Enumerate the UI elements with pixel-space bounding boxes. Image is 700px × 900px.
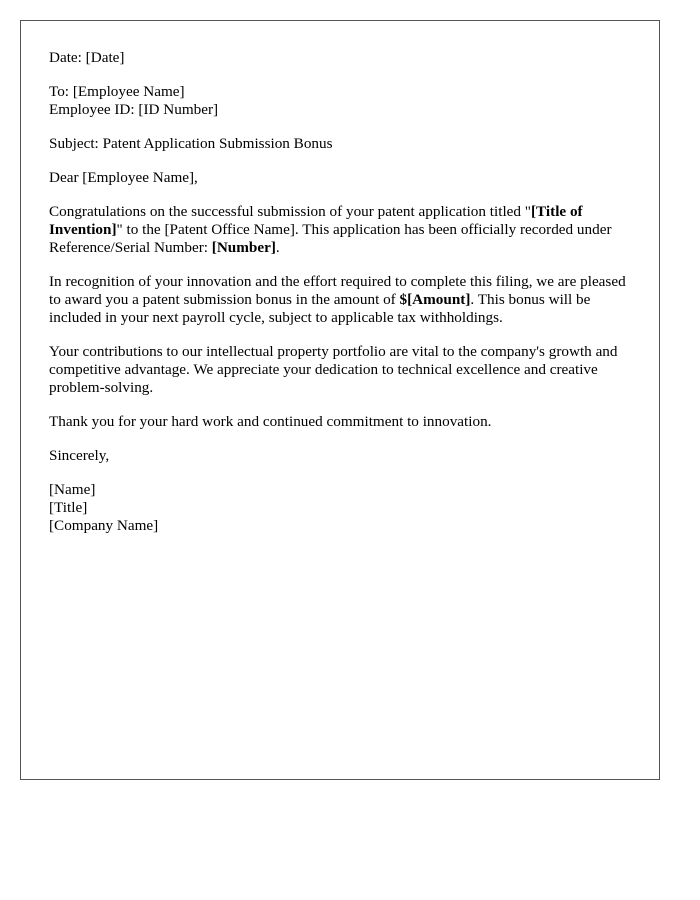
- recipient-name-line: To: [Employee Name]: [49, 83, 185, 100]
- p2-text-2: . This bonus will be included in your next payroll cycle, subject to applicable tax withholdings.: [49, 291, 591, 326]
- employee-id-line: Employee ID: [ID Number]: [49, 101, 219, 118]
- closing-block: [49, 447, 631, 465]
- subject-block: [49, 135, 631, 153]
- p2-text-1: In recognition of your innovation and the effort required to complete this filing, we are pleased to award you a patent submission bonus in the amount of: [49, 273, 626, 308]
- paragraph-thanks: Thank you for your hard work and continued commitment to innovation.: [49, 413, 492, 430]
- p1-text-1: Congratulations on the successful submission of your patent application titled ": [49, 203, 531, 220]
- recipient-block: [49, 83, 631, 119]
- signature-name: [Name]: [49, 481, 96, 498]
- salutation-block: [49, 169, 631, 187]
- signature-block: [49, 481, 631, 535]
- subject-line: Subject: Patent Application Submission Bonus: [49, 135, 333, 152]
- signature-title: [Title]: [49, 499, 88, 516]
- date-line: Date: [Date]: [49, 49, 125, 66]
- paragraph-congratulations: [49, 203, 631, 257]
- p1-text-3: .: [275, 239, 280, 256]
- bonus-amount-placeholder: $[Amount]: [399, 291, 471, 308]
- letter-page: [20, 20, 660, 780]
- salutation: Dear [Employee Name],: [49, 169, 198, 186]
- closing: Sincerely,: [49, 447, 110, 464]
- p1-text-2: " to the [Patent Office Name]. This application has been officially recorded under Reference/Serial Number:: [49, 221, 612, 256]
- paragraph-contributions: Your contributions to our intellectual property portfolio are vital to the company's growth and competitive advantage. We appreciate your dedication to technical excellence and creative problem-solving.: [49, 343, 618, 396]
- invention-title-placeholder: [Title of Invention]: [49, 203, 583, 238]
- paragraph-bonus: [49, 273, 631, 327]
- date-block: [49, 49, 631, 67]
- signature-company: [Company Name]: [49, 517, 159, 534]
- serial-number-placeholder: [Number]: [211, 239, 276, 256]
